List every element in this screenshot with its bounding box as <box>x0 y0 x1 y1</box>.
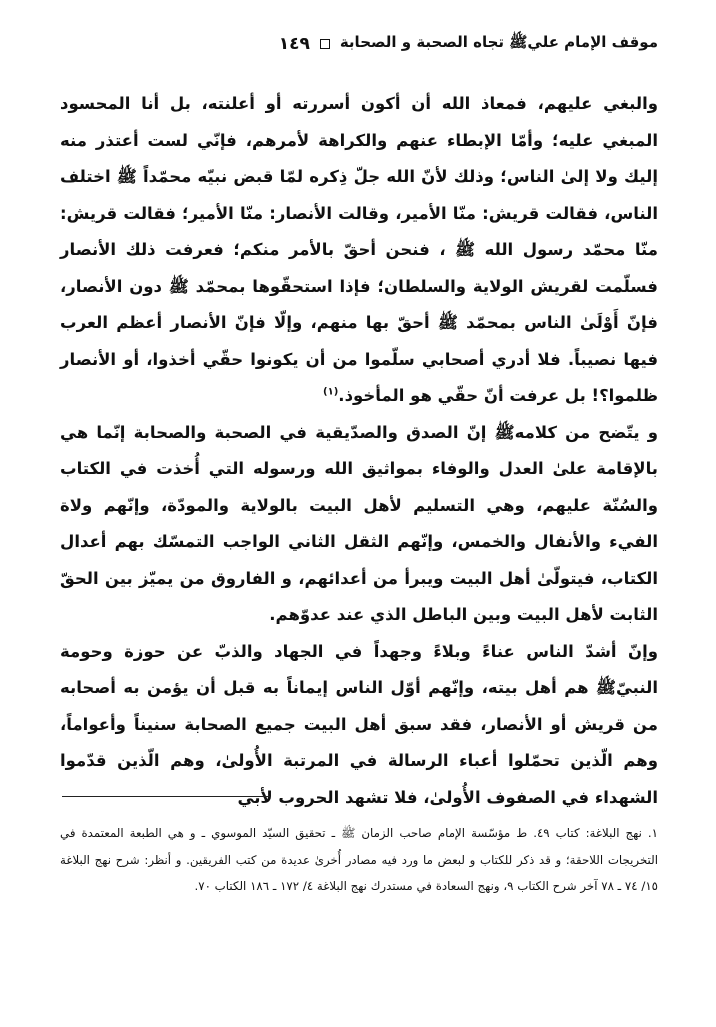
running-header <box>60 30 658 58</box>
main-text <box>60 86 658 816</box>
footnote-block <box>60 820 658 900</box>
footnote-divider <box>62 796 270 797</box>
header-title: موقف الإمام عليﷺ تجاه الصحبة و الصحابة <box>339 33 658 51</box>
paragraph-continuation: وإنّ أشدّ الناس عناءً وبلاءً وجهداً في الجهاد والذبّ عن حوزة وحومة النبيّﷺ هم أهل بيته، وإنّهم أوّل الناس إيماناً به قبل أن يؤمن به أصحابه من قريش أو الأنصار، فقد سبق أهل البيت جميع الصحابة سنيناً وأعواماً، وهم الّذين تحمّلوا أعباء الرسالة في المرتبة الأُولىٰ، وهم الّذين قدّموا الشهداء في الصفوف الأُولىٰ، فلا تشهد الحروب لأبي <box>60 641 658 807</box>
header-separator-square <box>320 39 330 49</box>
paragraph-quote <box>60 86 658 415</box>
paragraph-explanation: و يتّضح من كلامهﷺ إنّ الصدق والصدّيقية في الصحبة والصحابة إنّما هي بالإقامة علىٰ العدل والوفاء بمواثيق الله ورسوله التي أُخذت في الكتاب والسُنّة عليهم، وهي التسليم لأهل البيت بالولاية والمودّة، وإنّهم ولاة الفيء والأنفال والخمس، وإنّهم الثقل الثاني الواجب التمسّك بهم أعدال الكتاب، فيتولّىٰ أهل البيت ويبرأ من أعدائهم، و الفاروق من يميّز بين الحقّ الثابت لأهل البيت وبين الباطل الذي عند عدوّهم. <box>60 422 658 624</box>
page-number: ١٤٩ <box>278 34 310 54</box>
paragraph-quote-text: والبغي عليهم، فمعاذ الله أن أكون أسررته أو أعلنته، بل أنا المحسود المبغي عليه؛ وأمّا الإبطاء عنهم والكراهة لأمرهم، فإنّي لست أعتذر منه إليك ولا إلىٰ الناس؛ وذلك لأنّ الله جلّ ذِكره لمّا قبض نبيّه محمّداً ﷺ اختلف الناس، فقالت قريش: منّا الأمير، وقالت الأنصار: منّا الأمير؛ فقالت قريش: منّا محمّد رسول الله ﷺ ، فنحن أحقّ بالأمر منكم؛ فعرفت ذلك الأنصار فسلّمت لقريش الولاية والسلطان؛ فإذا استحقّوها بمحمّد ﷺ دون الأنصار، فإنّ أَوْلَىٰ الناس بمحمّد ﷺ أحقّ بها منهم، وإلّا فإنّ الأنصار أعظم العرب فيها نصيباً. فلا أدري أصحابي سلّموا من أن يكونوا حقّي أخذوا، أو الأنصار ظلموا؟! بل عرفت أنّ حقّي هو المأخوذ. <box>60 94 658 405</box>
footnote-reference[interactable]: (١) <box>323 386 339 398</box>
footnote-1: ١. نهج البلاغة: كتاب ٤٩. ط مؤسّسة الإمام صاحب الزمان ﷺ ـ تحقيق السيّد الموسوي ـ و هي الطبعة المعتمدة في التخريجات اللاحقة؛ و قد ذكر للكتاب و لبعض ما ورد فيه مصادر أُخرىٰ عديدة من كتب الفريقين. و أنظر: شرح نهج البلاغة ١٥/ ٧٤ ـ ٧٨ آخر شرح الكتاب ٩، ونهج السعادة في مستدرك نهج البلاغة ٤/ ١٧٢ ـ ١٨٦ الكتاب ٧٠. <box>60 826 659 893</box>
